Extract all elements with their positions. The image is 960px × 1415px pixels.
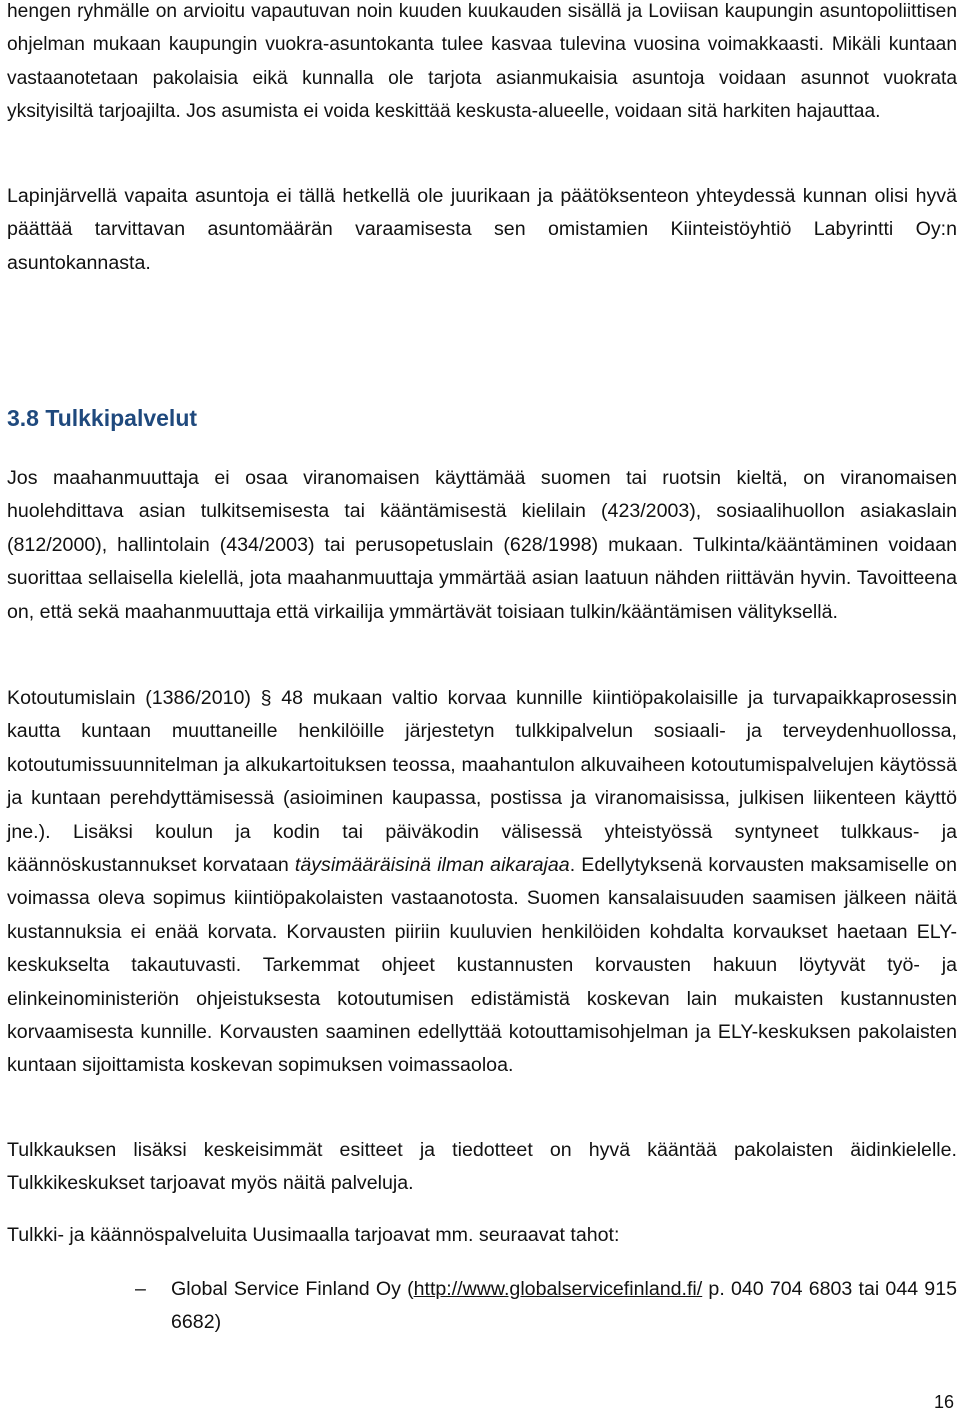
section-heading-3-8: 3.8 Tulkkipalvelut (7, 405, 198, 431)
paragraph-housing-loviisa: hengen ryhmälle on arvioitu vapautuvan noin kuuden kuukauden sisällä ja Loviisan kaupungin asuntopoliittisen ohjelman mukaan kaupungin vuokra-asuntokanta tulee kasvaa tulevina vuosina voimakkaasti. Mikäli kuntaan vastaanotetaan pakolaisia eikä kunnalla ole tarjota asianmukaisia asuntoja voidaan asunnot vuokrata yksityisiltä tarjoajilta. Jos asumista ei voida keskittää keskusta-alueelle, voidaan sitä harkiten hajauttaa. (7, 1, 957, 123)
provider-phone: p. 040 704 6803 tai 044 915 6682) (171, 1278, 958, 1334)
compensation-text-italic: täysimääräisinä ilman aikarajaa (294, 854, 570, 877)
provider-list (135, 1273, 957, 1340)
paragraph-translation: Tulkkauksen lisäksi keskeisimmät esitteet ja tiedotteet on hyvä kääntää pakolaisten äidinkielelle. Tulkkikeskukset tarjoavat myös näitä palveluja. (7, 1139, 957, 1195)
paragraph-compensation (7, 682, 957, 1083)
provider-name: Global Service Finland Oy ( (171, 1278, 414, 1300)
compensation-text-a: Kotoutumislain (1386/2010) § 48 mukaan valtio korvaa kunnille kiintiöpakolaisille ja turvapaikkaprosessin kautta kuntaan muuttaneille henkilöille järjestetyn tulkkipalvelun sosiaali- ja terveydenhuollossa, kotoutumissuunnitelman ja alkukartoituksen teossa, maahantulon alkuvaiheen kotoutumispalvelujen käytössä ja kuntaan perehdyttämisessä (asioiminen kaupassa, postissa ja viranomaisissa, julkisen liikenteen käyttö jne.). Lisäksi koulun ja kodin tai päiväkodin välisessä yhteistyössä syntyneet tulkkaus- ja käännöskustannukset korvataan (7, 687, 957, 877)
page-number: 16 (933, 1392, 954, 1412)
compensation-text-b: . Edellytyksenä korvausten maksamiselle on voimassa oleva sopimus kiintiöpakolaisten vastaanotosta. Suomen kansalaisuuden saamisen jälkeen näitä kustannuksia ei enää korvata. Korvausten piiriin kuuluvien henkilöiden kohdalta korvaukset haetaan ELY-keskukselta takautuvasti. Tarkemmat ohjeet kustannusten korvausten hakuun löytyvät työ- ja elinkeinoministeriön ohjeistuksesta kotoutumisen edistämistä koskevan lain mukaisten kustannusten korvaamisesta kunnille. Korvausten saaminen edellyttää kotouttamisohjelman ja ELY-keskuksen pakolaisten kuntaan sijoittamista koskevan sopimuksen voimassaoloa. (7, 854, 957, 1077)
list-item (135, 1273, 957, 1340)
dash-bullet-icon: – (135, 1278, 146, 1300)
paragraph-interpreter-obligation: Jos maahanmuuttaja ei osaa viranomaisen käyttämää suomen tai ruotsin kieltä, on viranomaisen huolehdittava asian tulkitsemisesta tai kääntämisestä kielilain (423/2003), sosiaalihuollon asiakaslain (812/2000), hallintolain (434/2003) tai perusopetuslain (628/1998) mukaan. Tulkinta/kääntäminen voidaan suorittaa sellaisella kielellä, jota maahanmuuttaja ymmärtää asian laatuun nähden riittävän hyvin. Tavoitteena on, että sekä maahanmuuttaja että virkailija ymmärtävät toisiaan tulkin/kääntämisen välityksellä. (7, 467, 957, 623)
paragraph-housing-lapinjarvi: Lapinjärvellä vapaita asuntoja ei tällä hetkellä ole juurikaan ja päätöksenteon yhteydessä kunnan olisi hyvä päättää tarvittavan asuntomäärän varaamisesta sen omistamien Kiinteistöyhtiö Labyrintti Oy:n asuntokannasta. (7, 185, 957, 274)
provider-website-link[interactable]: http://www.globalservicefinland.fi/ (413, 1278, 703, 1300)
paragraph-providers-intro: Tulkki- ja käännöspalveluita Uusimaalla tarjoavat mm. seuraavat tahot: (7, 1224, 620, 1246)
